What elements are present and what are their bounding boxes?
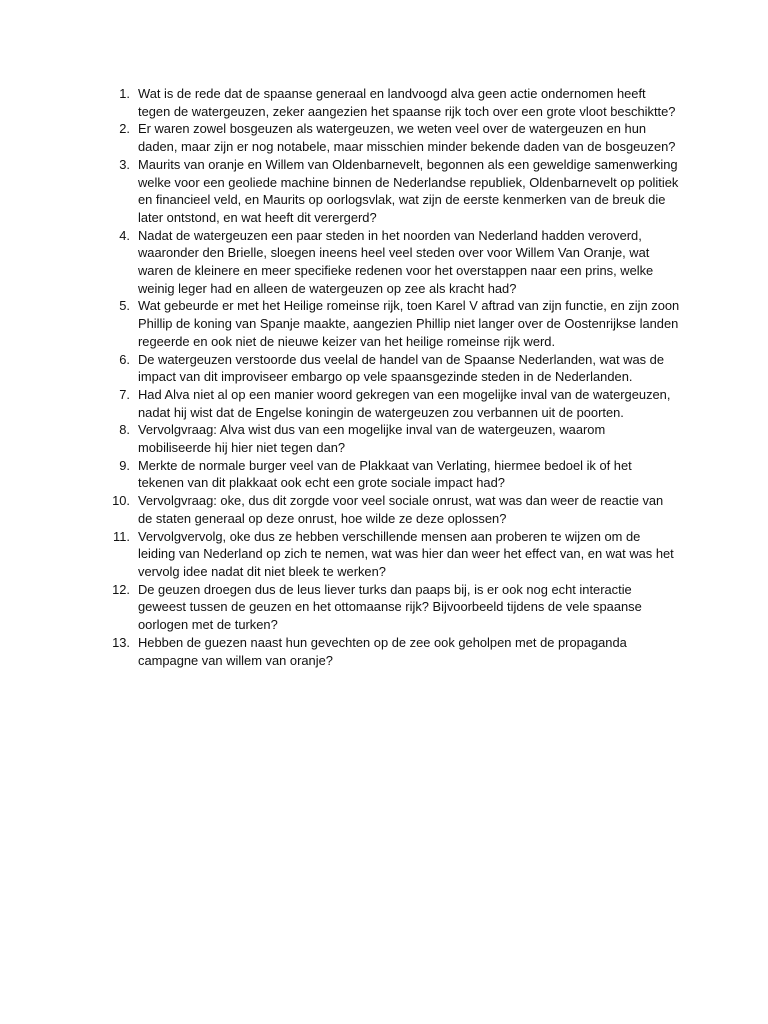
question-item <box>100 85 680 120</box>
question-number: 13. <box>112 634 130 650</box>
question-text: Er waren zowel bosgeuzen als watergeuzen, we weten veel over de watergeuzen en hun daden, maar zijn er nog notabele, maar misschien minder bekende daden van de bosgeuzen? <box>138 121 676 155</box>
question-item <box>100 156 680 227</box>
question-text: Had Alva niet al op een manier woord gekregen van een mogelijke inval van de watergeuzen, nadat hij wist dat de Engelse koningin de watergeuzen zou verbannen uit de poorten. <box>138 386 671 420</box>
question-number: 9. <box>119 457 130 473</box>
question-number: 2. <box>119 121 130 137</box>
question-number: 11. <box>113 528 130 544</box>
question-text: Vervolgvervolg, oke dus ze hebben verschillende mensen aan proberen te wijzen om de leiding van Nederland op zich te nemen, wat was hier dan weer het effect van, en wat was het vervolg idee nadat dit niet bleek te werken? <box>138 528 674 579</box>
question-text: Nadat de watergeuzen een paar steden in het noorden van Nederland hadden veroverd, waaronder den Brielle, sloegen ineens heel veel steden over voor Willem Van Oranje, wat waren de kleinere en meer specifieke redenen voor het overstappen naar een prins, welke weinig leger had en alleen de watergeuzen op zee als kracht had? <box>138 227 654 296</box>
question-item <box>100 227 680 298</box>
question-number: 7. <box>119 386 130 402</box>
question-text: Hebben de guezen naast hun gevechten op de zee ook geholpen met de propaganda campagne van willem van oranje? <box>138 634 627 668</box>
question-item <box>100 457 680 492</box>
question-list <box>100 85 680 669</box>
question-item <box>100 120 680 155</box>
question-number: 10. <box>112 493 130 509</box>
question-item <box>100 528 680 581</box>
question-item <box>100 492 680 527</box>
question-text: Merkte de normale burger veel van de Plakkaat van Verlating, hiermee bedoel ik of het tekenen van dit plakkaat ook echt een grote sociale impact had? <box>138 457 632 491</box>
question-item <box>100 581 680 634</box>
question-number: 6. <box>119 351 130 367</box>
question-text: Vervolgvraag: Alva wist dus van een mogelijke inval van de watergeuzen, waarom mobiliseerde hij hier niet tegen dan? <box>138 422 606 456</box>
question-item <box>100 297 680 350</box>
question-item <box>100 634 680 669</box>
question-number: 5. <box>119 298 130 314</box>
question-text: Wat gebeurde er met het Heilige romeinse rijk, toen Karel V aftrad van zijn functie, en zijn zoon Phillip de koning van Spanje maakte, aangezien Phillip niet langer over de Oostenrijkse landen regeerde en ook niet de nieuwe keizer van het heilige romeinse rijk werd. <box>138 298 680 349</box>
question-number: 1. <box>119 86 130 101</box>
question-text: De geuzen droegen dus de leus liever turks dan paaps bij, is er ook nog echt interactie geweest tussen de geuzen en het ottomaanse rijk? Bijvoorbeeld tijdens de vele spaanse oorlogen met de turken? <box>138 581 642 633</box>
question-text: Vervolgvraag: oke, dus dit zorgde voor veel sociale onrust, wat was dan weer de reactie van de staten generaal op deze onrust, hoe wilde ze deze oplossen? <box>138 493 664 526</box>
question-number: 3. <box>119 156 130 172</box>
question-number: 12. <box>112 581 130 597</box>
question-number: 4. <box>119 227 130 243</box>
question-number: 8. <box>119 422 130 438</box>
question-item <box>100 386 680 421</box>
question-text: Maurits van oranje en Willem van Oldenbarnevelt, begonnen als een geweldige samenwerking welke voor een geoliede machine binnen de Nederlandse republiek, Oldenbarnevelt op politiek en financieel veld, en Maurits op oorlogsvlak, wat zijn de eerste kenmerken van de breuk die later ontstond, en wat heeft dit verergerd? <box>138 156 679 225</box>
question-text: De watergeuzen verstoorde dus veelal de handel van de Spaanse Nederlanden, wat was de impact van dit improviseer embargo op vele spaansgezinde steden in de Nederlanden. <box>138 351 664 385</box>
question-text: Wat is de rede dat de spaanse generaal en landvoogd alva geen actie ondernomen heeft tegen de watergeuzen, zeker aangezien het spaanse rijk toch over een grote vloot beschiktte? <box>138 86 676 119</box>
question-item <box>100 421 680 456</box>
question-item <box>100 351 680 386</box>
